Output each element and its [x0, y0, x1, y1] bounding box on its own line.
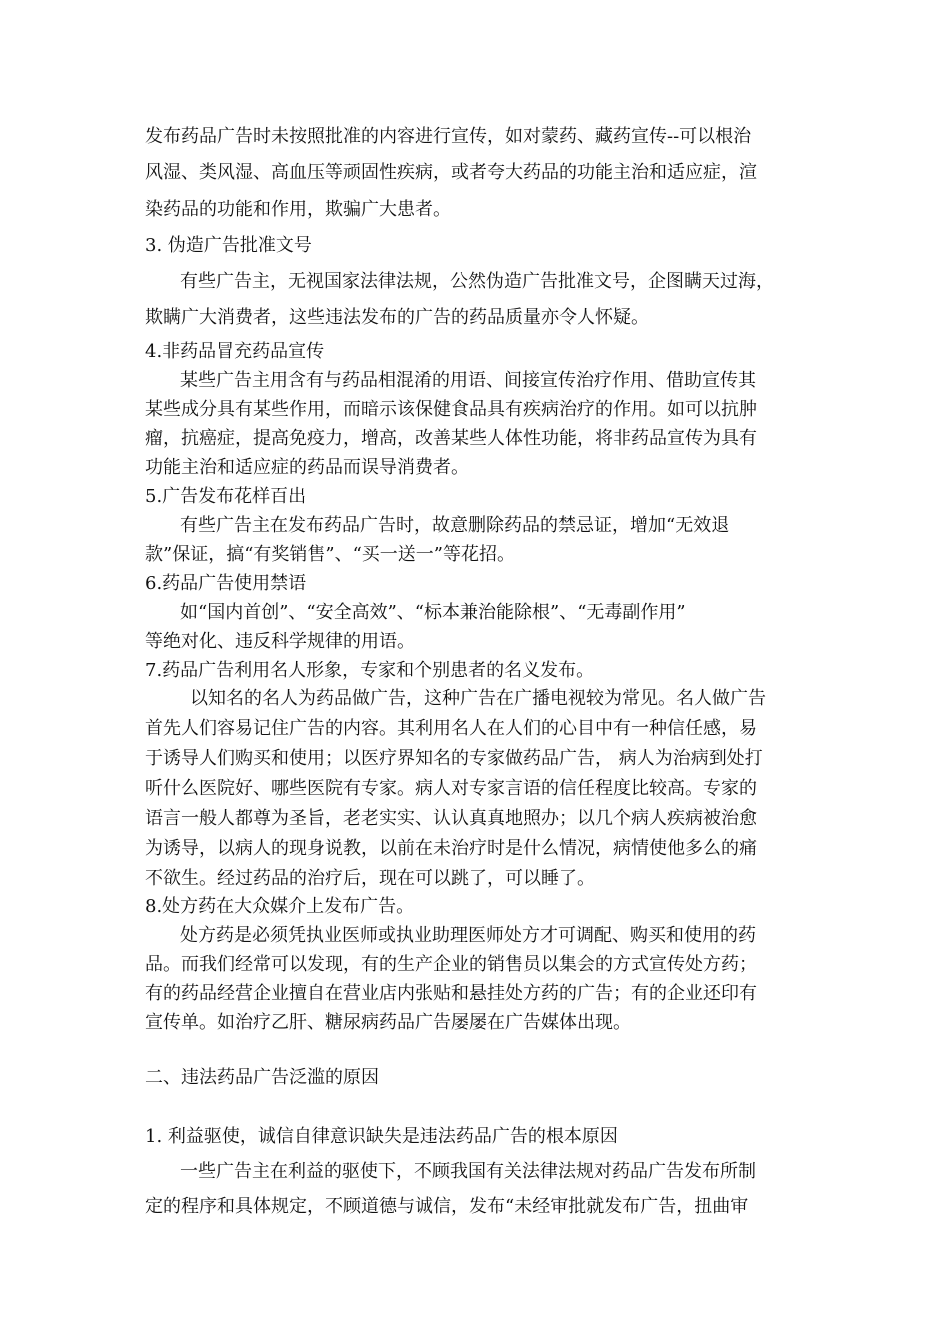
paragraph-line: 处方药是必须凭执业医师或执业助理医师处方才可调配、购买和使用的药 — [180, 925, 756, 946]
paragraph-line: 宣传单。如治疗乙肝、糖尿病药品广告屡屡在广告媒体出现。 — [145, 1012, 631, 1033]
paragraph-line: 有些广告主在发布药品广告时，故意删除药品的禁忌证，增加“无效退 — [180, 515, 730, 536]
section-heading: 8.处方药在大众媒介上发布广告。 — [145, 896, 415, 917]
paragraph-line: 有的药品经营企业擅自在营业店内张贴和悬挂处方药的广告；有的企业还印有 — [145, 983, 757, 1004]
paragraph-line: 某些广告主用含有与药品相混淆的用语、间接宣传治疗作用、借助宣传其 — [180, 370, 756, 391]
section-heading: 4.非药品冒充药品宣传 — [145, 341, 325, 362]
section-heading: 7.药品广告利用名人形象，专家和个别患者的名义发布。 — [145, 660, 595, 681]
paragraph-line: 品。而我们经常可以发现，有的生产企业的销售员以集会的方式宣传处方药； — [145, 954, 757, 975]
paragraph-line: 语言一般人都尊为圣旨，老老实实、认认真真地照办；以几个病人疾病被治愈 — [145, 808, 757, 829]
paragraph-line: 听什么医院好、哪些医院有专家。病人对专家言语的信任程度比较高。专家的 — [145, 778, 757, 799]
section-heading: 6.药品广告使用禁语 — [145, 573, 307, 594]
section-heading: 1. 利益驱使，诚信自律意识缺失是违法药品广告的根本原因 — [145, 1126, 618, 1147]
paragraph-line: 不欲生。经过药品的治疗后，现在可以跳了，可以睡了。 — [145, 868, 595, 889]
paragraph-line: 款”保证，搞“有奖销售”、“买一送一”等花招。 — [145, 544, 516, 565]
section-heading: 3. 伪造广告批准文号 — [145, 235, 312, 256]
paragraph-line: 风湿、类风湿、高血压等顽固性疾病，或者夸大药品的功能主治和适应症，渲 — [145, 162, 757, 183]
paragraph-line: 染药品的功能和作用，欺骗广大患者。 — [145, 199, 451, 220]
paragraph-line: 有些广告主，无视国家法律法规，公然伪造广告批准文号，企图瞒天过海， — [180, 271, 774, 292]
paragraph-line: 欺瞒广大消费者，这些违法发布的广告的药品质量亦令人怀疑。 — [145, 307, 649, 328]
paragraph-line: 某些成分具有某些作用，而暗示该保健食品具有疾病治疗的作用。如可以抗肿 — [145, 399, 757, 420]
paragraph-line: 如“国内首创”、“安全高效”、“标本兼治能除根”、“无毒副作用” — [180, 602, 686, 623]
paragraph-line: 于诱导人们购买和使用；以医疗界知名的专家做药品广告， 病人为治病到处打 — [145, 748, 763, 769]
paragraph-line: 以知名的名人为药品做广告，这种广告在广播电视较为常见。名人做广告 — [190, 688, 766, 709]
section-heading: 二、违法药品广告泛滥的原因 — [145, 1067, 379, 1088]
paragraph-line: 等绝对化、违反科学规律的用语。 — [145, 631, 415, 652]
paragraph-line: 定的程序和具体规定，不顾道德与诚信，发布“未经审批就发布广告，扭曲审 — [145, 1196, 749, 1217]
paragraph-line: 为诱导，以病人的现身说教，以前在未治疗时是什么情况，病情使他多么的痛 — [145, 838, 757, 859]
section-heading: 5.广告发布花样百出 — [145, 486, 307, 507]
paragraph-line: 首先人们容易记住广告的内容。其利用名人在人们的心目中有一种信任感，易 — [145, 718, 757, 739]
paragraph-line: 一些广告主在利益的驱使下，不顾我国有关法律法规对药品广告发布所制 — [180, 1161, 756, 1182]
paragraph-line: 瘤，抗癌症，提高免疫力，增高，改善某些人体性功能，将非药品宣传为具有 — [145, 428, 757, 449]
paragraph-line: 功能主治和适应症的药品而误导消费者。 — [145, 457, 469, 478]
paragraph-line: 发布药品广告时未按照批准的内容进行宣传，如对蒙药、藏药宣传--可以根治 — [145, 126, 752, 147]
